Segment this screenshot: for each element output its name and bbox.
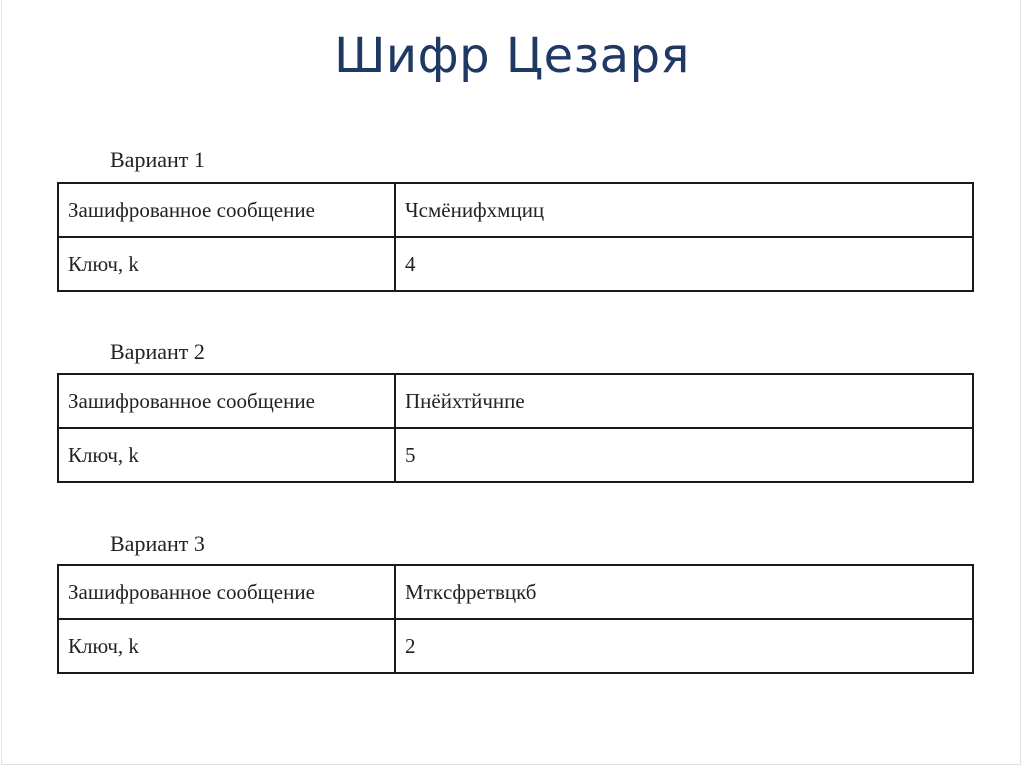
encrypted-message-value: Пнёйхтйчнпе — [395, 374, 973, 428]
table-row — [58, 428, 973, 482]
slide-title: Шифр Цезаря — [334, 28, 690, 84]
table-row — [58, 237, 973, 291]
table-row — [58, 565, 973, 619]
encrypted-message-value: Чсмёнифхмциц — [395, 183, 973, 237]
key-label: Ключ, k — [58, 428, 395, 482]
encrypted-message-value: Мткcфретвцкб — [395, 565, 973, 619]
variant-2-label: Вариант 2 — [110, 339, 205, 364]
variant-3-table — [57, 564, 974, 674]
key-value: 4 — [395, 237, 973, 291]
variant-3-label: Вариант 3 — [110, 531, 205, 556]
table-row — [58, 183, 973, 237]
key-value: 5 — [395, 428, 973, 482]
encrypted-message-label: Зашифрованное сообщение — [58, 183, 395, 237]
encrypted-message-label: Зашифрованное сообщение — [58, 374, 395, 428]
variant-1-label: Вариант 1 — [110, 147, 205, 172]
key-label: Ключ, k — [58, 237, 395, 291]
table-row — [58, 619, 973, 673]
variant-2-table — [57, 373, 974, 483]
key-value: 2 — [395, 619, 973, 673]
variant-1-table — [57, 182, 974, 292]
key-label: Ключ, k — [58, 619, 395, 673]
encrypted-message-label: Зашифрованное сообщение — [58, 565, 395, 619]
table-row — [58, 374, 973, 428]
